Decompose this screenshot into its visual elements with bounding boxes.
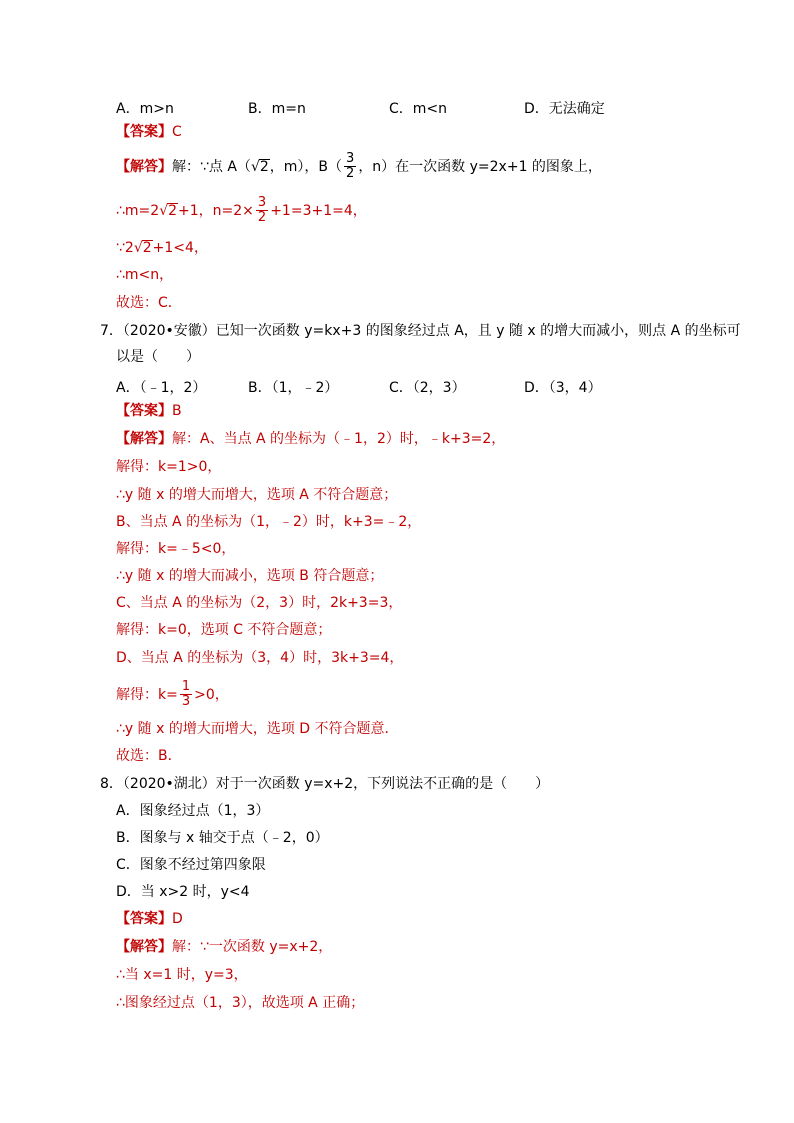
q6-option-b: B．m=n	[248, 101, 306, 117]
sqrt-radicand: 2	[168, 202, 178, 219]
answer-tag: 【答案】	[116, 403, 172, 419]
q8-option-a: A．图象经过点（1，3）	[116, 803, 270, 819]
q7-option-c: C．（2，3）	[389, 380, 466, 396]
fraction	[344, 152, 356, 182]
q7-option-d: D．（3，4）	[524, 380, 602, 396]
q6-solution-line-2	[116, 196, 367, 226]
solution-text: >0，	[194, 686, 229, 703]
q6-option-a: A．m>n	[116, 101, 174, 117]
answer-value: D	[172, 911, 183, 927]
answer-value: B	[172, 403, 182, 419]
q8-option-b: B．图象与 x 轴交于点（﹣2，0）	[116, 830, 329, 846]
q6-solution-line-4: ∴m<n，	[116, 267, 174, 283]
q6-solution-line-3	[116, 240, 208, 256]
solution-text: 解得：k=	[116, 686, 178, 703]
solution-text: +1，n=2×	[178, 202, 254, 219]
fraction-numerator: 3	[257, 195, 267, 210]
fraction-denominator: 3	[181, 694, 191, 710]
answer-value: C	[172, 124, 182, 140]
sqrt-sign: √	[250, 158, 260, 175]
q7-stem-line-2: 以是（ ）	[116, 349, 200, 365]
q8-option-d: D．当 x>2 时，y<4	[116, 884, 250, 900]
q8-stem: 8．（2020•湖北）对于一次函数 y=x+2，下列说法不正确的是（ ）	[100, 776, 550, 792]
solution-text: ∴m=2	[116, 202, 160, 219]
solution-tag: 【解答】	[116, 158, 172, 175]
answer-tag: 【答案】	[116, 911, 172, 927]
fraction-numerator: 1	[181, 679, 191, 694]
q7-solution-line-2: 解得：k=1>0，	[116, 459, 222, 475]
solution-text: +1<4，	[152, 240, 208, 256]
q7-option-b: B．（1，﹣2）	[248, 380, 339, 396]
answer-tag: 【答案】	[116, 124, 172, 140]
q7-solution-line-6: ∴y 随 x 的增大而减小，选项 B 符合题意；	[116, 568, 384, 584]
q8-answer	[116, 912, 183, 926]
solution-text: +1=3+1=4，	[270, 202, 367, 219]
q7-solution-line-10	[116, 680, 229, 710]
q6-solution-line-1	[116, 152, 602, 182]
q8-option-c: C．图象不经过第四象限	[116, 857, 266, 873]
q8-solution-line-1	[116, 940, 332, 954]
solution-text: ∵2	[116, 240, 134, 256]
fraction	[180, 680, 192, 710]
q7-solution-line-8: 解得：k=0，选项 C 不符合题意；	[116, 622, 332, 638]
solution-text: 解：∵点 A（	[172, 158, 251, 175]
q7-solution-line-3: ∴y 随 x 的增大而增大，选项 A 不符合题意；	[116, 487, 398, 503]
solution-text: ，m），B（	[269, 158, 343, 175]
q8-solution-line-2: ∴当 x=1 时，y=3，	[116, 967, 248, 983]
fraction	[256, 196, 268, 226]
q7-answer	[116, 404, 182, 418]
q7-solution-line-1	[116, 432, 505, 446]
q7-option-a: A．（﹣1，2）	[116, 380, 207, 396]
q7-solution-line-5: 解得：k=﹣5<0，	[116, 541, 236, 557]
q8-solution-line-3: ∴图象经过点（1，3），故选项 A 正确；	[116, 995, 365, 1011]
sqrt-radicand: 2	[259, 158, 269, 175]
q7-solution-line-4: B、当点 A 的坐标为（1，﹣2）时，k+3=﹣2，	[116, 514, 422, 530]
sqrt-sign: √	[159, 202, 169, 219]
solution-text: ，n）在一次函数 y=2x+1 的图象上，	[358, 158, 602, 175]
solution-text: 解：∵一次函数 y=x+2，	[172, 939, 333, 955]
q7-solution-line-7: C、当点 A 的坐标为（2，3）时，2k+3=3，	[116, 595, 403, 611]
q7-stem-line-1: 7．（2020•安徽）已知一次函数 y=kx+3 的图象经过点 A，且 y 随 x 的增大而减小，则点 A 的坐标可	[100, 323, 741, 339]
q7-solution-line-9: D、当点 A 的坐标为（3，4）时，3k+3=4，	[116, 650, 404, 666]
q6-option-d: D．无法确定	[524, 101, 605, 117]
q7-solution-line-12: 故选：B．	[116, 748, 182, 764]
q6-option-c: C．m<n	[389, 101, 448, 117]
q6-answer	[116, 125, 182, 139]
sqrt-radicand: 2	[142, 240, 152, 256]
fraction-numerator: 3	[346, 151, 355, 166]
q6-solution-line-5: 故选：C．	[116, 295, 182, 311]
sqrt-sign: √	[133, 240, 143, 256]
solution-text: 解：A、当点 A 的坐标为（﹣1，2）时，﹣k+3=2，	[172, 431, 506, 447]
q7-solution-line-11: ∴y 随 x 的增大而增大，选项 D 不符合题意．	[116, 721, 399, 737]
fraction-denominator: 2	[346, 166, 355, 182]
solution-tag: 【解答】	[116, 939, 172, 955]
solution-tag: 【解答】	[116, 431, 172, 447]
fraction-denominator: 2	[257, 210, 267, 226]
